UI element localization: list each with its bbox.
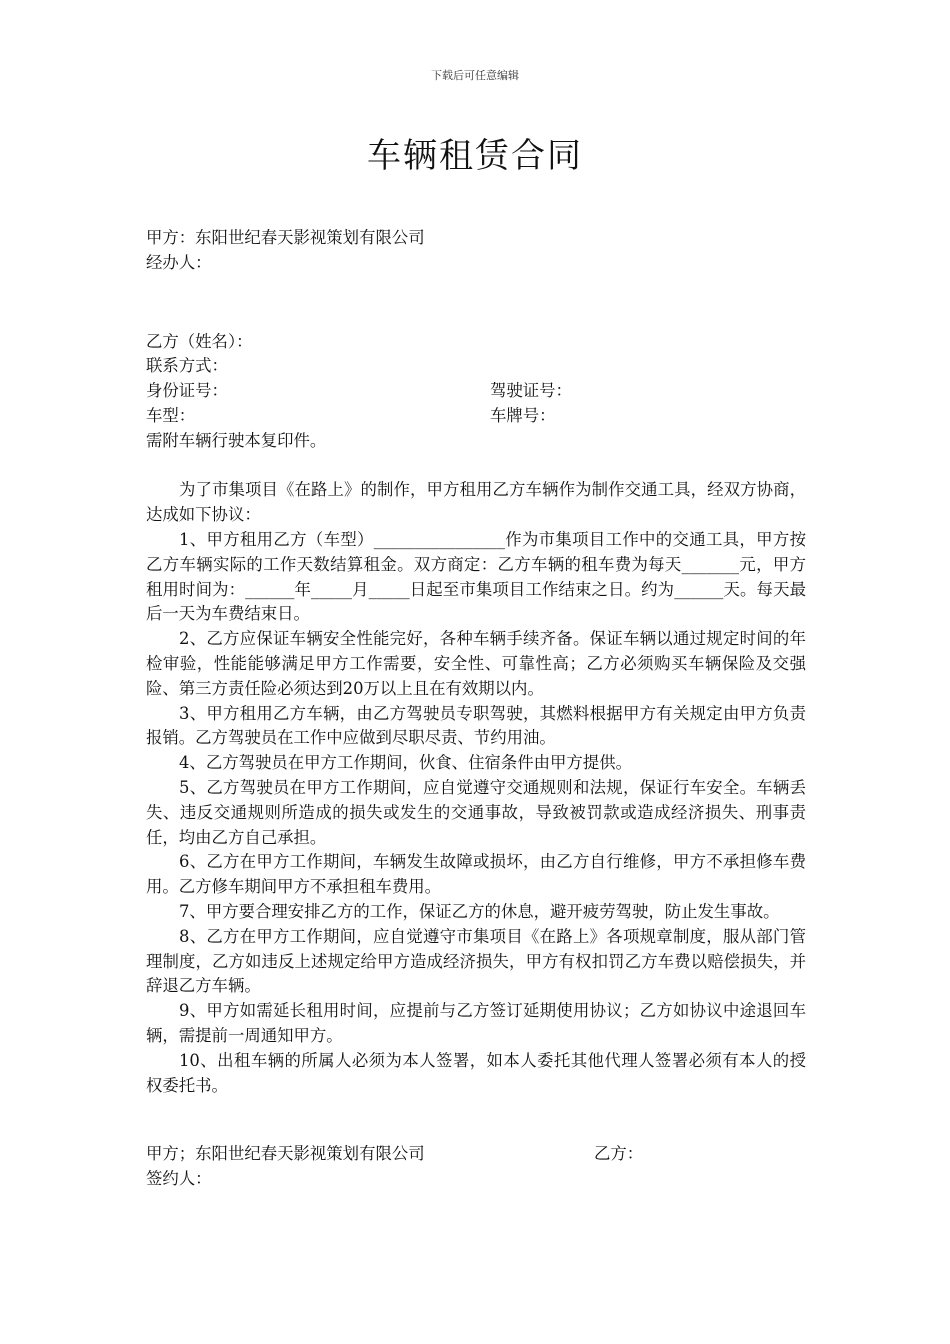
signature-signer: 签约人： [146,1169,212,1189]
signature-row [146,1142,806,1167]
party-b-id-no: 身份证号： [146,381,228,401]
attachment-note: 需附车辆行驶本复印件。 [146,430,327,450]
party-a-agent: 经办人： [146,252,212,272]
model-plate-row [146,404,806,429]
page-title: 车辆租赁合同 [367,136,583,176]
id-license-row [146,379,806,404]
party-a-line: 甲方：东阳世纪春天影视策划有限公司 [146,228,425,247]
party-b-model: 车型： [146,405,196,425]
clause-3: 3、甲方租用乙方车辆，由乙方驾驶员专职驾驶，其燃料根据甲方有关规定由甲方负责报销。乙方驾驶员在工作中应做到尽职尽责、节约用油。 [146,703,806,748]
header-note: 下载后可任意编辑 [431,69,519,82]
clause-4: 4、乙方驾驶员在甲方工作期间，伙食、住宿条件由甲方提供。 [179,753,632,773]
party-b-plate: 车牌号： [490,405,556,425]
signature-party-a: 甲方；东阳世纪春天影视策划有限公司 [146,1144,425,1164]
contract-body [146,226,806,1192]
clause-2: 2、乙方应保证车辆安全性能完好，各种车辆手续齐备。保证车辆以通过规定时间的年检审验，性能能够满足甲方工作需要，安全性、可靠性高；乙方必须购买车辆保险及交强险、第三方责任险必须达到20万以上且在有效期以内。 [146,629,806,698]
clause-5: 5、乙方驾驶员在甲方工作期间，应自觉遵守交通规则和法规，保证行车安全。车辆丢失、违反交通规则所造成的损失或发生的交通事故，导致被罚款或造成经济损失、刑事责任，均由乙方自己承担。 [146,777,806,847]
clause-10: 10、出租车辆的所属人必须为本人签署，如本人委托其他代理人签署必须有本人的授权委托书。 [146,1050,806,1095]
clause-6: 6、乙方在甲方工作期间，车辆发生故障或损坏，由乙方自行维修，甲方不承担修车费用。乙方修车期间甲方不承担租车费用。 [146,852,806,897]
clause-9: 9、甲方如需延长租用时间，应提前与乙方签订延期使用协议；乙方如协议中途退回车辆，需提前一周通知甲方。 [146,1001,806,1045]
clause-1: 1、甲方租用乙方（车型）________________作为市集项目工作中的交通工具，甲方按乙方车辆实际的工作天数结算租金。双方商定：乙方车辆的租车费为每天_______元，甲方租用时间为：______年_____月_____日起至市集项目工作结束之日。约为______天。每天最后一天为车费结束日。 [146,529,806,624]
party-b-name: 乙方（姓名）： [146,331,253,351]
clause-7: 7、甲方要合理安排乙方的工作，保证乙方的休息，避开疲劳驾驶，防止发生事故。 [179,901,780,921]
signature-party-b: 乙方： [594,1144,644,1164]
party-b-license-no: 驾驶证号： [490,381,572,401]
party-b-contact: 联系方式： [146,356,228,376]
clause-8: 8、乙方在甲方工作期间，应自觉遵守市集项目《在路上》各项规章制度，服从部门管理制度，乙方如违反上述规定给甲方造成经济损失，甲方有权扣罚乙方车费以赔偿损失，并辞退乙方车辆。 [146,926,806,996]
intro-paragraph: 为了市集项目《在路上》的制作，甲方租用乙方车辆作为制作交通工具，经双方协商，达成如下协议： [146,480,806,525]
